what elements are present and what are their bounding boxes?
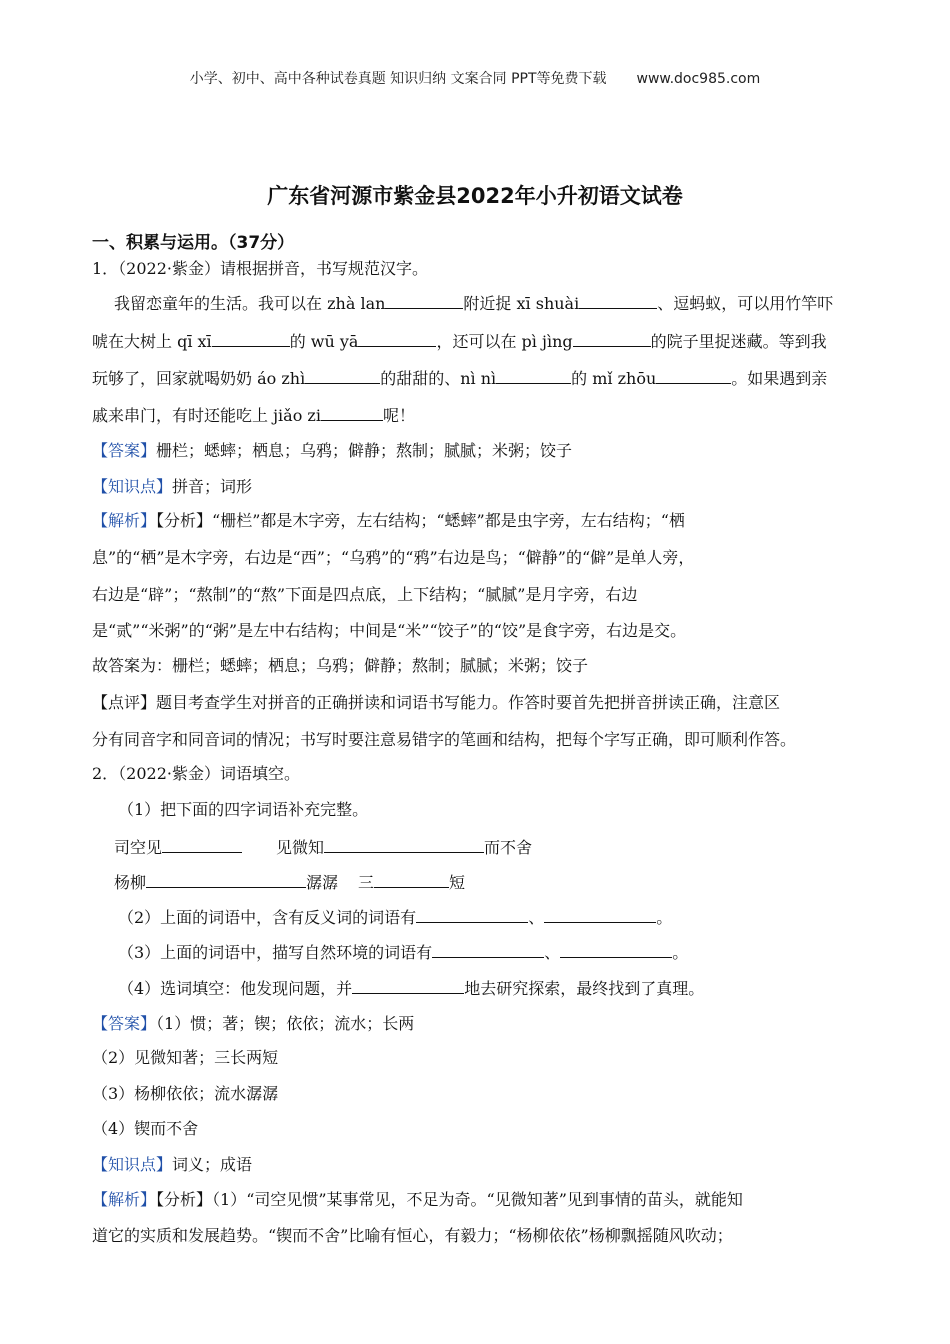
header-text: 小学、初中、高中各种试卷真题 知识归纳 文案合同 PPT等免费下载 <box>189 71 607 87</box>
analysis-tag: 【解析】 <box>92 511 157 530</box>
blank-mizhou[interactable] <box>656 367 731 384</box>
q2-stem: 2．（2022·紫金）词语填空。 <box>92 764 300 783</box>
q1-analysis-line3: 右边是“辟”；“熬制”的“熬”下面是四点底，上下结构；“腻腻”是月字旁，右边 <box>92 585 638 604</box>
q1-analysis-line4: 是“贰”“米粥”的“粥”是左中右结构；中间是“米”“饺子”的“饺”是食字旁，右边是交。 <box>92 621 687 640</box>
q2-idiom-row1: 司空见 见微知 而不舍 <box>114 838 533 857</box>
analysis-tag: 【解析】 <box>92 1190 157 1209</box>
q1-para-line3: 玩够了，回家就喝奶奶 áo zhì 的甜甜的、nì nì 的 mǐ zhōu 。如果遇到亲 <box>92 369 828 388</box>
q2-analysis-line2: 道它的实质和发展趋势。“锲而不舍”比喻有恒心，有毅力；“杨柳依依”杨柳飘摇随风吹动； <box>92 1226 733 1245</box>
q1-knowledge-point: 【知识点】拼音；词形 <box>92 477 253 496</box>
q2-answer: 【答案】（1）惯；著；锲；依依；流水；长两 <box>92 1014 415 1033</box>
q1-analysis-line5: 故答案为：栅栏；蟋蟀；栖息；乌鸦；僻静；熬制；腻腻；米粥；饺子 <box>92 656 589 675</box>
blank-antonym-1[interactable] <box>416 906 528 923</box>
q2-sub2: （2）上面的词语中，含有反义词的词语有 、 。 <box>118 908 673 927</box>
blank-xishuai[interactable] <box>579 292 657 309</box>
kp-tag: 【知识点】 <box>92 1155 173 1174</box>
blank-pijing[interactable] <box>573 330 651 347</box>
blank-wuya[interactable] <box>358 330 436 347</box>
blank-zhalan[interactable] <box>385 292 463 309</box>
header-site[interactable]: www.doc985.com <box>636 71 761 87</box>
q2-sub1: （1）把下面的四字词语补充完整。 <box>118 800 369 819</box>
q1-comment-line1: 【点评】题目考查学生对拼音的正确拼读和词语书写能力。作答时要首先把拼音拼读正确，注意区 <box>92 693 781 712</box>
blank-aozhi[interactable] <box>305 367 380 384</box>
blank-nini[interactable] <box>496 367 571 384</box>
q1-para-line2: 唬在大树上 qī xī 的 wū yā ，还可以在 pì jìng 的院子里捉迷藏。等到我 <box>92 332 827 351</box>
q2-knowledge-point: 【知识点】词义；成语 <box>92 1155 253 1174</box>
q2-idiom-row2: 杨柳 潺潺 三 短 <box>114 873 466 892</box>
q1-answer: 【答案】栅栏；蟋蟀；栖息；乌鸦；僻静；熬制；腻腻；米粥；饺子 <box>92 441 573 460</box>
q1-analysis-line2: 息”的“栖”是木字旁，右边是“西”；“乌鸦”的“鸦”右边是鸟；“僻静”的“僻”是单人旁， <box>92 548 695 567</box>
answer-tag: 【答案】 <box>92 1014 157 1033</box>
blank-jianwei[interactable] <box>324 836 484 853</box>
q1-comment-line2: 分有同音字和同音词的情况；书写时要注意易错字的笔画和结构，把每个字写正确，即可顺利作答。 <box>92 730 797 749</box>
blank-nature-2[interactable] <box>560 941 672 958</box>
blank-san[interactable] <box>374 871 449 888</box>
q2-answer-2: （2）见微知著；三长两短 <box>92 1048 279 1067</box>
page-header <box>0 68 950 88</box>
answer-tag: 【答案】 <box>92 441 157 460</box>
blank-choice[interactable] <box>352 977 464 994</box>
q2-sub4: （4）选词填空：他发现问题，并 地去研究探索，最终找到了真理。 <box>118 979 705 998</box>
blank-sikong[interactable] <box>162 836 242 853</box>
q2-sub3: （3）上面的词语中，描写自然环境的词语有 、 。 <box>118 943 689 962</box>
blank-jiaozi[interactable] <box>321 404 383 421</box>
blank-qixi[interactable] <box>212 330 290 347</box>
exam-title: 广东省河源市紫金县2022年小升初语文试卷 <box>267 184 683 208</box>
q2-answer-3: （3）杨柳依依；流水潺潺 <box>92 1084 279 1103</box>
q1-analysis-line1: 【解析】【分析】“栅栏”都是木字旁，左右结构；“蟋蟀”都是虫字旁，左右结构；“栖 <box>92 511 685 530</box>
q1-stem: 1．（2022·紫金）请根据拼音，书写规范汉字。 <box>92 259 428 278</box>
blank-antonym-2[interactable] <box>544 906 656 923</box>
blank-yangliu[interactable] <box>146 871 306 888</box>
blank-nature-1[interactable] <box>432 941 544 958</box>
kp-tag: 【知识点】 <box>92 477 173 496</box>
section-heading: 一、积累与运用。（37分） <box>92 233 295 253</box>
q2-analysis-line1: 【解析】【分析】（1）“司空见惯”某事常见，不足为奇。“见微知著”见到事情的苗头，就能知 <box>92 1190 743 1209</box>
q1-para-line4: 戚来串门，有时还能吃上 jiǎo zi 呢！ <box>92 406 415 425</box>
q1-para-line1: 我留恋童年的生活。我可以在 zhà lan 附近捉 xī shuài 、逗蚂蚁，可以用竹竿吓 <box>114 294 834 313</box>
q2-answer-4: （4）锲而不舍 <box>92 1119 199 1138</box>
